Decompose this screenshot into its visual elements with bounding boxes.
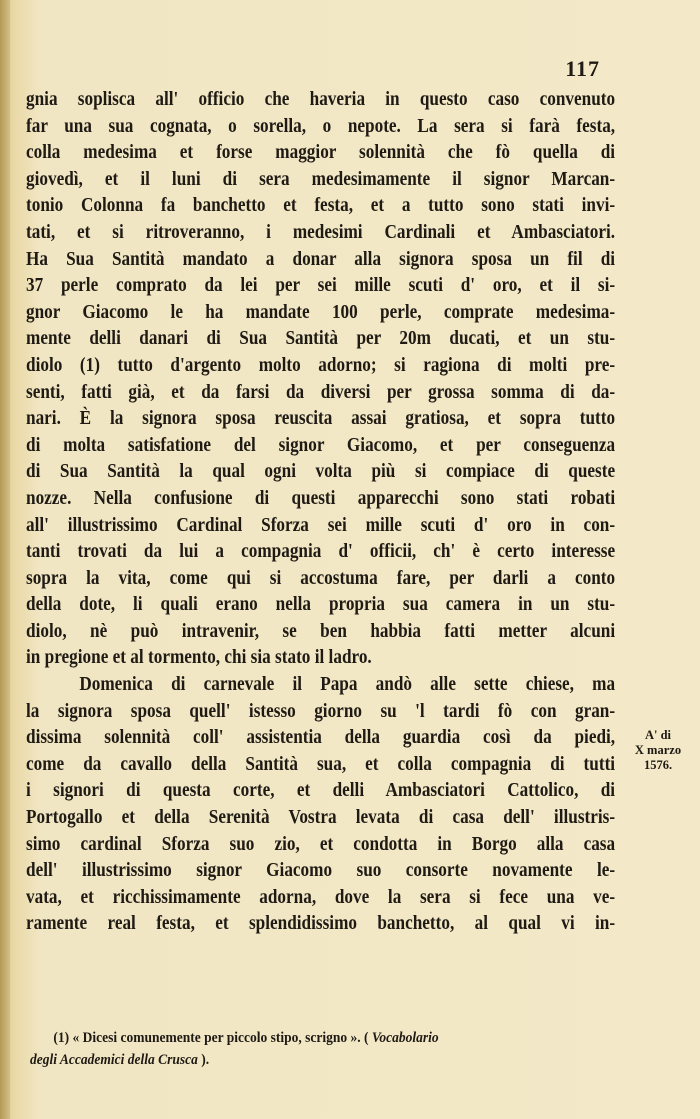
text-line: come da cavallo della Santità sua, et colla compagnia di tutti	[26, 752, 616, 775]
footnote-text: ).	[201, 1052, 210, 1068]
text-line: senti, fatti già, et da farsi da diversi per grossa somma di da-	[26, 380, 616, 403]
text-line: dell' illustrissimo signor Giacomo suo consorte novamente le-	[26, 859, 616, 882]
text-line: tati, et si ritroveranno, i medesimi Cardinali et Ambasciatori.	[26, 220, 616, 243]
text-line: gnia soplisca all' officio che haveria in questo caso convenuto	[26, 88, 616, 110]
book-spine-shadow	[0, 0, 10, 1119]
text-line: diolo (1) tutto d'argento molto adorno; si ragiona di molti pre-	[26, 353, 616, 376]
footnote-line	[30, 1049, 561, 1071]
footnote-line	[30, 1027, 561, 1049]
text-line: 37 perle comprato da lei per sei mille scuti d' oro, et il si-	[26, 274, 616, 297]
text-line: ramente real festa, et splendidissimo banchetto, al qual vi in-	[26, 912, 616, 935]
footnote	[30, 1027, 561, 1071]
footnote-source-title: degli Accademici della Crusca	[30, 1052, 198, 1068]
text-line: tonio Colonna fa banchetto et festa, et a tutto sono stati invi-	[26, 194, 616, 217]
text-line: Portogallo et della Serenità Vostra levata di casa dell' illustris-	[26, 806, 616, 829]
text-line: colla medesima et forse maggior solennità che fò quella di	[26, 141, 616, 164]
text-line: della dote, li quali erano nella propria sua camera in un stu-	[26, 593, 616, 616]
footnote-text: (1) « Dicesi comunemente per piccolo stipo, scrigno ». (	[53, 1030, 369, 1046]
text-line: tanti trovati da lui a compagnia d' officii, ch' è certo interesse	[26, 540, 616, 563]
text-line: far una sua cognata, o sorella, o nepote. La sera si farà festa,	[26, 114, 616, 137]
text-line: gnor Giacomo le ha mandate 100 perle, comprate medesima-	[26, 300, 616, 323]
text-line: Ha Sua Santità mandato a donar alla signora sposa un fil di	[26, 247, 616, 270]
text-line: sopra la vita, come qui si accostuma fare, per darli a conto	[26, 566, 616, 589]
text-line: all' illustrissimo Cardinal Sforza sei mille scuti d' oro in con-	[26, 513, 616, 536]
text-line: dissima solennità coll' assistentia della guardia così da piedi,	[26, 726, 616, 749]
margin-note-line: A' di	[644, 728, 672, 742]
text-line: di Sua Santità la qual ogni volta più si compiace di queste	[26, 460, 616, 483]
margin-note-line: X marzo	[634, 743, 682, 757]
text-line: i signori di questa corte, et delli Ambasciatori Cattolico, di	[26, 779, 616, 802]
text-line: nozze. Nella confusione di questi apparecchi sono stati robati	[26, 486, 616, 509]
text-line: in pregione et al tormento, chi sia stato il ladro.	[26, 646, 372, 669]
text-line: mente delli danari di Sua Santità per 20m ducati, et un stu-	[26, 327, 616, 350]
margin-date-note	[624, 728, 692, 773]
text-line: simo cardinal Sforza suo zio, et condotta in Borgo alla casa	[26, 832, 616, 855]
body-text	[26, 86, 616, 937]
text-line: di molta satisfatione del signor Giacomo, et per conseguenza	[26, 433, 616, 456]
margin-note-line: 1576.	[643, 758, 673, 772]
text-line: giovedì, et il luni di sera medesimamente il signor Marcan-	[26, 167, 616, 190]
footnote-source-title: Vocabolario	[371, 1030, 439, 1046]
page-number: 117	[565, 56, 600, 81]
text-line: la signora sposa quell' istesso giorno su 'l tardi fò con gran-	[26, 699, 616, 722]
text-line: vata, et ricchissimamente adorna, dove la sera si fece una ve-	[26, 885, 616, 908]
text-line: nari. È la signora sposa reuscita assai gratiosa, et sopra tutto	[26, 407, 616, 430]
text-line: Domenica di carnevale il Papa andò alle sette chiese, ma	[79, 673, 616, 696]
text-line: diolo, nè può intravenir, se ben habbia fatti metter alcuni	[26, 619, 616, 642]
